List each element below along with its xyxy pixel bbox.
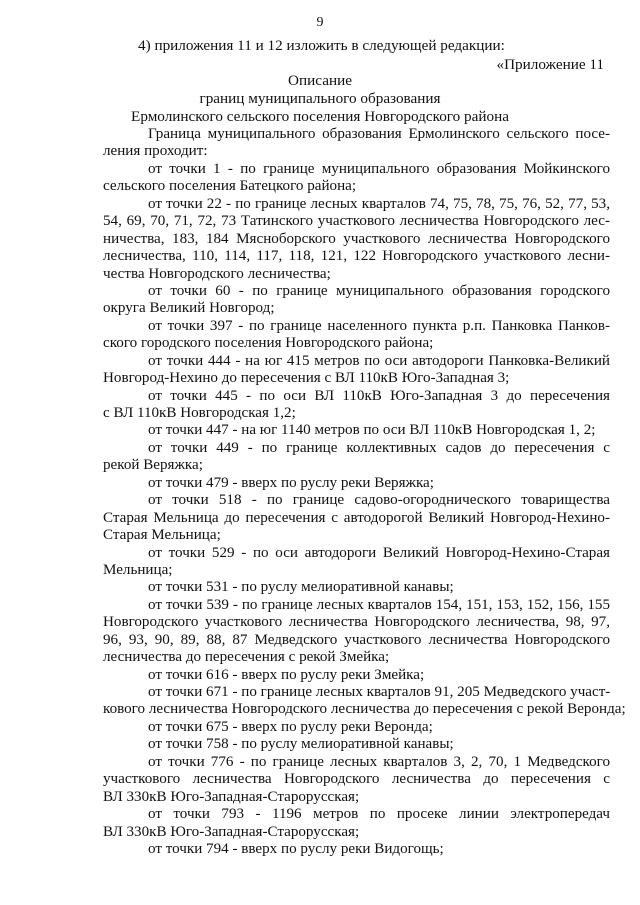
text-line: от точки 758 - по руслу мелиоративной канавы; [148, 736, 454, 753]
text-line: от точки 794 - вверх по руслу реки Видогощь; [148, 840, 444, 857]
text-line: Новгород-Нехино до пересечения с ВЛ 110кВ Юго-Западная 3; [103, 370, 510, 387]
document-subtitle-line-1: границ муниципального образования [199, 90, 441, 107]
boundary-description-text [0, 126, 640, 858]
document-subtitle-line-2: Ермолинского сельского поселения Новгородского района [131, 108, 509, 125]
text-line: сельского поселения Батецкого района; [103, 178, 357, 195]
text-line: ВЛ 330кВ Юго-Западная-Старорусская; [103, 823, 360, 840]
document-title: Описание [288, 72, 352, 89]
text-line: от точки 529 - по оси автодороги Великий Новгород-Нехино-Старая [148, 544, 610, 561]
text-line: от точки 397 - по границе населенного пункта р.п. Панковка Панков- [148, 317, 610, 334]
text-line: от точки 1 - по границе муниципального образования Мойкинского [148, 160, 610, 177]
text-line: Старая Мельница; [103, 527, 221, 544]
text-line: от точки 60 - по границе муниципального образования городского [148, 282, 610, 299]
text-line: от точки 479 - вверх по руслу реки Веряжка; [148, 474, 434, 491]
text-line: лесничества до пересечения с рекой Змейка; [103, 649, 390, 666]
text-line: от точки 616 - вверх по руслу реки Змейка; [148, 666, 425, 683]
text-line: от точки 793 - 1196 метров по просеке линии электропередач [148, 806, 610, 823]
text-line: от точки 22 - по границе лесных кварталов 74, 75, 78, 75, 76, 52, 77, 53, [148, 195, 610, 212]
text-line: от точки 776 - по границе лесных кварталов 3, 2, 70, 1 Медведского [148, 753, 610, 770]
text-line: от точки 447 - на юг 1140 метров по оси ВЛ 110кВ Новгородская 1, 2; [148, 422, 596, 439]
text-line: 96, 93, 90, 89, 88, 87 Медведского участкового лесничества Новгородского [103, 631, 610, 648]
text-line: лесничества, 110, 114, 117, 118, 121, 122 Новгородского участкового лесни- [103, 248, 610, 265]
text-line: с ВЛ 110кВ Новгородская 1,2; [103, 405, 296, 421]
text-line: от точки 449 - по границе коллективных садов до пересечения с [148, 439, 610, 456]
text-line: Старая Мельница до пересечения с автодорогой Великий Новгород-Нехино- [103, 509, 610, 526]
text-line: Новгородского участкового лесничества Новгородского лесничества, 98, 97, [103, 614, 610, 631]
text-line: ления проходит: [103, 143, 208, 160]
text-line: ничества, 183, 184 Мясноборского участкового лесничества Новгородского [103, 230, 610, 247]
text-line: от точки 671 - по границе лесных кварталов 91, 205 Медведского участ- [148, 684, 611, 700]
text-line: ского городского поселения Новгородского района; [103, 335, 434, 352]
text-line: 54, 69, 70, 71, 72, 73 Татинского участкового лесничества Новгородского лес- [103, 213, 610, 230]
text-line: от точки 445 - по оси ВЛ 110кВ Юго-Западная 3 до пересечения [148, 387, 610, 404]
text-line: от точки 444 - на юг 415 метров по оси автодороги Панковка-Великий [148, 352, 610, 369]
text-line: ВЛ 330кВ Юго-Западная-Старорусская; [103, 788, 360, 805]
text-line: Граница муниципального образования Ермолинского сельского посе- [148, 126, 610, 142]
text-line: от точки 539 - по границе лесных кварталов 154, 151, 153, 152, 156, 155 [148, 596, 610, 613]
text-line: от точки 531 - по руслу мелиоративной канавы; [148, 579, 454, 596]
annex-label: «Приложение 11 [496, 56, 604, 73]
text-line: от точки 675 - вверх по руслу реки Веронда; [148, 718, 433, 735]
text-line: округа Великий Новгород; [103, 300, 275, 317]
text-line: чества Новгородского лесничества; [103, 265, 331, 282]
text-line: Мельница; [103, 561, 173, 578]
text-line: от точки 518 - по границе садово-огороднического товарищества [148, 492, 610, 509]
intro-paragraph: 4) приложения 11 и 12 изложить в следующей редакции: [138, 37, 505, 54]
text-line: участкового лесничества Новгородского лесничества до пересечения с [103, 771, 610, 788]
text-line: кового лесничества Новгородского лесничества до пересечения с рекой Веронда; [103, 701, 626, 718]
text-line: рекой Веряжка; [103, 457, 203, 474]
page-number: 9 [316, 15, 324, 30]
